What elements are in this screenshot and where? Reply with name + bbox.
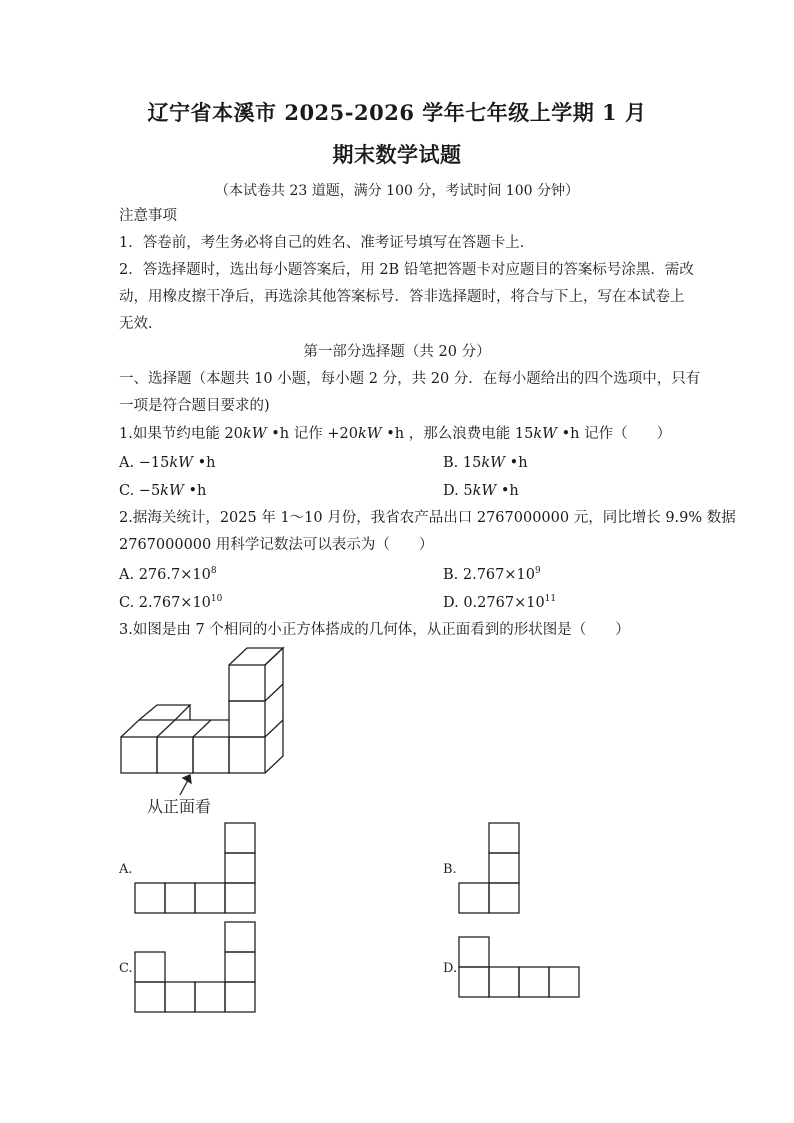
option-tail: •h xyxy=(183,483,207,499)
view-direction-label: 从正面看 xyxy=(147,797,212,816)
option-exponent: 8 xyxy=(210,566,217,576)
q3-option-b-figure xyxy=(459,823,519,913)
cube-stack-figure xyxy=(121,648,283,795)
note-item-1: 1．答卷前，考生务必将自己的姓名、准考证号填写在答题卡上． xyxy=(119,235,535,251)
option-unit: kW xyxy=(160,483,184,499)
q3-option-a-figure xyxy=(135,823,255,913)
question-3-stem: 3.如图是由 7 个相同的小正方体搭成的几何体，从正面看到的形状图是（ ） xyxy=(119,622,630,638)
option-exponent: 11 xyxy=(544,594,557,604)
option-label: D. 5 xyxy=(443,483,473,499)
option-unit: kW xyxy=(169,455,194,471)
q1-unit: kW xyxy=(533,426,558,442)
q3-option-d-label: D. xyxy=(443,961,458,976)
q1-text-part: •h 记作（ ） xyxy=(557,426,672,442)
q3-option-b-label: B. xyxy=(443,862,457,877)
part-title: 第一部分选择题（共 20 分） xyxy=(303,344,491,360)
option-exponent: 10 xyxy=(210,594,223,604)
exam-subtitle: （本试卷共 23 道题，满分 100 分，考试时间 100 分钟） xyxy=(215,183,579,199)
question-2-line1: 2.据海关统计，2025 年 1～10 月份，我省农产品出口 2767000000 元，同比增长 9.9% 数据 xyxy=(119,510,736,526)
option-base: B. 2.767×10 xyxy=(443,567,535,583)
section-instructions-line1: 一、选择题（本题共 10 小题，每小题 2 分，共 20 分．在每小题给出的四个选项中，只有 xyxy=(119,371,701,387)
option-tail: •h xyxy=(505,455,528,471)
section-instructions-line2: 一项是符合题目要求的) xyxy=(119,398,270,414)
option-tail: •h xyxy=(193,455,216,471)
q3-option-c-label: C. xyxy=(119,961,133,976)
q3-option-a-label: A. xyxy=(119,862,133,877)
note-item-2-line3: 无效． xyxy=(119,316,163,332)
exam-title-line1: 辽宁省本溪市 2025-2026 学年七年级上学期 1 月 xyxy=(147,100,647,125)
option-unit: kW xyxy=(481,455,506,471)
option-exponent: 9 xyxy=(534,566,541,576)
option-label: B. 15 xyxy=(443,455,482,471)
option-label: C. xyxy=(119,483,139,499)
option-number: −5 xyxy=(138,483,161,499)
notes-heading: 注意事项 xyxy=(119,208,177,224)
note-item-2-line2: 动，用橡皮擦干净后，再选涂其他答案标号．答非选择题时，将合与下上，写在本试卷上 xyxy=(119,289,685,305)
option-base: A. 276.7×10 xyxy=(119,567,211,583)
option-label: A. xyxy=(119,455,139,471)
option-base: D. 0.2767×10 xyxy=(443,595,545,611)
option-base: C. 2.767×10 xyxy=(119,595,211,611)
q1-unit: kW xyxy=(242,426,267,442)
option-unit: kW xyxy=(472,483,497,499)
q1-unit: kW xyxy=(357,426,382,442)
question-2-line2: 2767000000 用科学记数法可以表示为（ ） xyxy=(119,537,434,553)
note-item-2-line1: 2．答选择题时，选出每小题答案后，用 2B 铅笔把答题卡对应题目的答案标号涂黑．需改 xyxy=(119,262,694,278)
exam-title-line2: 期末数学试题 xyxy=(332,142,462,167)
q3-option-d-figure xyxy=(459,937,579,997)
q1-text-part: •h 记作 +20 xyxy=(266,426,358,442)
q1-text-part: •h ，那么浪费电能 15 xyxy=(381,426,534,442)
q3-option-c-figure xyxy=(135,922,255,1012)
option-number: −15 xyxy=(138,455,170,471)
option-tail: •h xyxy=(496,483,519,499)
q1-text-part: 1.如果节约电能 20 xyxy=(119,426,243,442)
